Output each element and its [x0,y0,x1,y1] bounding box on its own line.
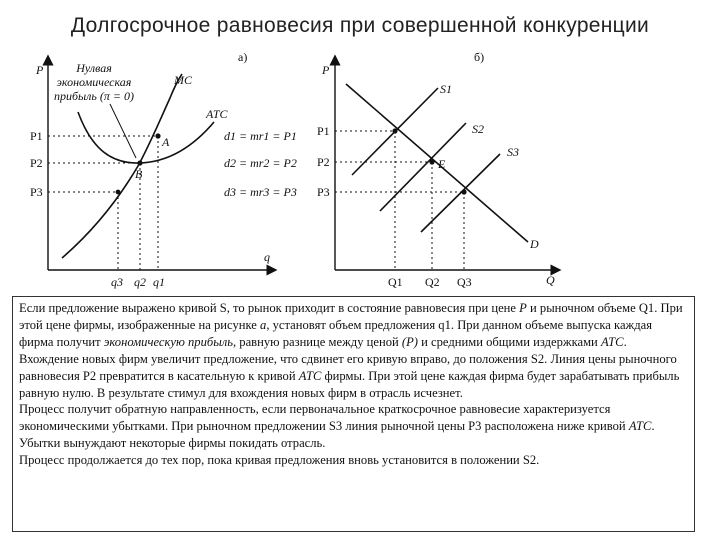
s3-label: S3 [507,145,519,159]
atc-curve [78,112,214,163]
s1-label: S1 [440,82,452,96]
zero-profit-line3: прибыль (π = 0) [54,89,134,103]
d1-label: d1 = mr1 = P1 [224,129,297,143]
panel-b-p1-label: P1 [317,124,330,138]
panel-a-tag: а) [238,50,248,64]
para1-part: Если предложение выражено кривой S, то рынок приходит в состояние равновесия при цене [19,301,520,315]
paragraph-2 [19,351,688,402]
point-e [429,159,434,164]
panel-b-market [317,50,556,289]
slide-title: Долгосрочное равновесия при совершенной конкуренции [70,14,650,37]
paragraph-1 [19,300,688,351]
demand-curve [346,84,528,242]
para3-part: . Убытки вынуждают некоторые фирмы покидать отрасль. [19,419,655,451]
supply-s3 [421,154,500,232]
para2-atc: ATC [298,368,322,383]
panel-b-tag: б) [474,50,485,64]
demand-label: D [530,237,539,251]
point-e-label: E [438,157,446,171]
panel-b-p2-label: P2 [317,155,330,169]
q2-label: q2 [134,275,146,289]
paragraph-3 [19,401,688,452]
para1-figure-ref: а [260,317,267,332]
zero-profit-line2: экономическая [56,75,132,89]
panel-a-p1-label: P1 [30,129,43,143]
q3-label: q3 [111,275,123,289]
panel-b-q1-label: Q1 [388,275,403,289]
para1-part: , установят объем предложения q1. При данном объеме выпуска каждая фирма получит [19,317,653,349]
point-b [137,160,142,165]
para1-part: , равную разнице между ценой [232,334,402,349]
panel-b-q2-label: Q2 [425,275,440,289]
para2-part: фирмы. При этой цене каждая фирма будет зарабатывать прибыль равную нулю. В результате стимул для вхождения новых фирм в отрасль исчезнет. [19,368,680,400]
s2-label: S2 [472,122,484,136]
mc-label: MC [174,73,192,87]
para1-part: и средними общими издержками [418,334,601,349]
para1-price-ref: (Р) [401,334,418,349]
para1-economic-profit: экономическую прибыль [103,334,233,349]
zero-profit-line1: Нулвая [76,61,112,75]
explanation-text-box [12,296,695,532]
para2-part: Вхождение новых фирм увеличит предложение, что сдвинет его кривую вправо, до положения S2. Линия цены рыночного равновесия P2 превратится в касательную к кривой [19,351,677,383]
point-e1 [392,128,397,133]
para1-part: . [623,334,627,349]
point-b-label: B [135,167,143,181]
atc-label: ATC [206,107,228,121]
point-e3 [461,189,466,194]
para1-price: P [519,301,527,315]
para1-part: и рыночном объеме Q1. При этой цене фирмы, изображенные на рисунке [19,301,683,332]
point-a [155,133,160,138]
panel-a-q-axis-label: q [264,250,270,264]
panel-a-p2-label: P2 [30,156,43,170]
panel-a-p3-label: P3 [30,185,43,199]
d3-label: d3 = mr3 = P3 [224,185,297,199]
q1-label: q1 [153,275,165,289]
para1-atc: ATC [600,334,624,349]
point-a-label: A [162,135,170,149]
panel-b-p-axis-label: P [322,63,330,77]
para3-part: Процесс получит обратную направленность, если первоначальное краткосрочное равновесие характеризуется экономическими убытками. При рыночном предложении S3 линия рыночной цены P3 расположена ниже кривой [19,402,629,434]
panel-a-p-axis-label: P [36,63,44,77]
point-p3-mc [116,190,121,195]
panel-a-firm [30,50,297,289]
paragraph-4: Процесс продолжается до тех пор, пока кривая предложения вновь установится в положении S2. [19,453,540,468]
panel-b-q-axis-label: Q [546,273,555,287]
panel-b-q3-label: Q3 [457,275,472,289]
para3-atc: ATC [628,419,652,434]
zero-profit-pointer [110,104,136,158]
supply-s2 [380,123,466,211]
d2-label: d2 = mr2 = P2 [224,156,297,170]
panel-b-p3-label: P3 [317,185,330,199]
